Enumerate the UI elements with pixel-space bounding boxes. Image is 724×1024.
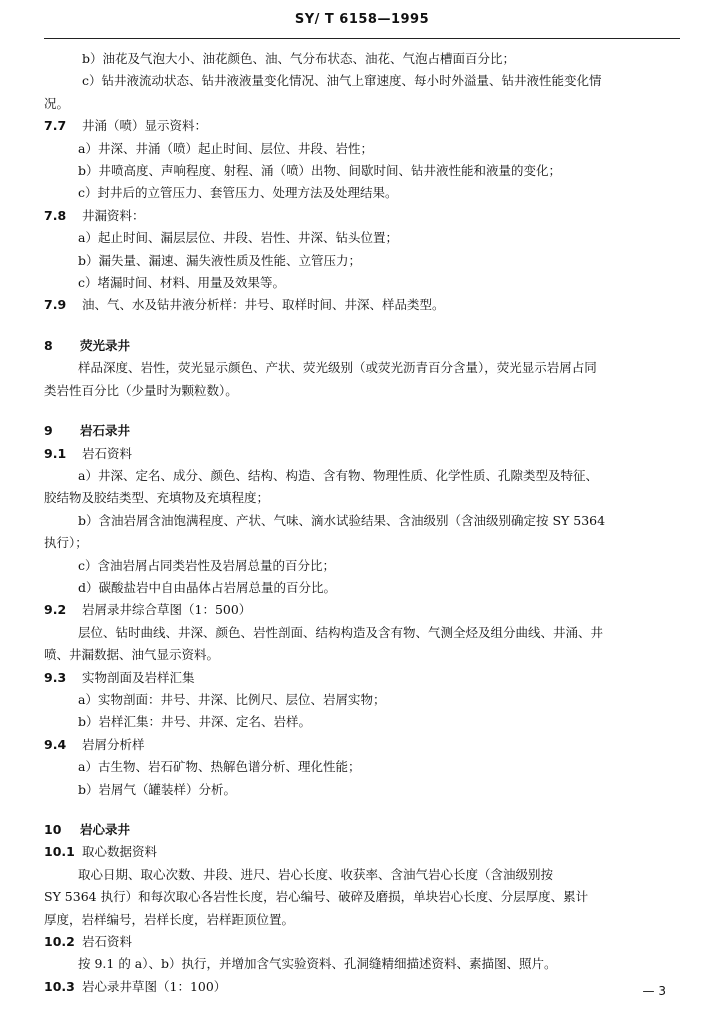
section-title: 岩石录井 [80,423,131,439]
spacer [44,402,684,410]
list-item: a）井深、定名、成分、颜色、结构、构造、含有物、物理性质、化学性质、孔隙类型及特征、 [78,467,598,483]
list-item: a）实物剖面：井号、井深、比例尺、层位、岩屑实物； [78,691,386,707]
paragraph-line: 类岩性百分比（少量时为颗粒数）。 [44,382,238,398]
paragraph-line: 厚度，岩样编号，岩样长度，岩样距顶位置。 [44,911,295,927]
section-number: 9 [44,423,53,439]
section-number: 9.3 [44,669,67,685]
section-number: 10 [44,822,62,837]
spacer [44,317,684,325]
section-10-heading [44,819,684,841]
list-item: b）井喷高度、声响程度、射程、涌（喷）出物、间歇时间、钻井液性能和液量的变化； [78,163,562,179]
section-title: 岩心录井 [80,822,131,837]
section-9-1-heading [44,443,684,465]
list-item: c）含油岩屑占同类岩性及岩屑总量的百分比； [78,557,336,573]
list-item: a）起止时间、漏层层位、井段、岩性、井深、钻头位置； [78,230,398,246]
section-9-3-heading [44,667,684,689]
section-7-7-heading [44,115,684,137]
section-number: 9.1 [44,445,67,461]
list-item: b）含油岩屑含油饱满程度、产状、气味、滴水试验结果、含油级别（含油级别确定按 SY 5364 [78,512,606,528]
paragraph-line: 喷、井漏数据、油气显示资料。 [44,647,220,663]
section-9-2-heading [44,599,684,621]
section-title: 取心数据资料 [82,844,158,860]
section-number: 7.9 [44,297,67,313]
list-item: a）井深、井涌（喷）起止时间、层位、井段、岩性； [78,140,373,156]
section-10-1-heading [44,841,684,863]
section-title: 荧光录井 [80,337,131,353]
list-item: d）碳酸盐岩中自由晶体占岩屑总量的百分比。 [78,579,337,595]
section-number: 10.2 [44,934,75,950]
list-item: b）岩屑气（罐装样）分析。 [78,781,237,797]
section-title: 岩屑录井综合草图（1：500） [82,602,252,618]
section-title: 岩石资料 [82,934,133,950]
spacer [44,801,684,809]
section-7-8-heading [44,205,684,227]
text-line: 胶结物及胶结类型、充填物及充填程度； [44,490,270,506]
list-item: c）封井后的立管压力、套管压力、处理方法及处理结果。 [78,185,398,201]
list-item: c）堵漏时间、材料、用量及效果等。 [78,275,286,291]
section-number: 10.1 [44,844,75,860]
paragraph-line: 样品深度、岩性，荧光显示颜色、产状、荧光级别（或荧光沥青百分含量），荧光显示岩屑占同 [78,360,597,376]
section-10-3-heading [44,976,684,998]
document-body [44,48,684,998]
text-line: 况。 [44,95,70,111]
section-number: 7.8 [44,207,67,223]
section-7-9-heading [44,294,684,316]
standard-code-header: SY/ T 6158—1995 [294,12,430,27]
section-10-2-heading [44,931,684,953]
section-number: 7.7 [44,118,67,134]
section-title: 实物剖面及岩样汇集 [82,669,195,685]
section-title: 岩屑分析样 [82,736,145,752]
section-title: 井涌（喷）显示资料： [82,118,208,134]
section-title: 岩石资料 [82,445,133,461]
section-title: 油、气、水及钻井液分析样：井号、取样时间、井深、样品类型。 [82,297,445,313]
section-number: 9.4 [44,736,67,752]
paragraph-line: 取心日期、取心次数、井段、进尺、岩心长度、收获率、含油气岩心长度（含油级别按 [78,866,554,882]
list-item: b）漏失量、漏速、漏失液性质及性能、立管压力； [78,252,362,268]
section-number: 8 [44,337,53,353]
section-title: 岩心录井草图（1：100） [82,978,227,994]
section-number: 10.3 [44,978,75,994]
list-item: b）岩样汇集：井号、井深、定名、岩样。 [78,714,312,730]
header-rule [44,38,680,39]
section-title: 井漏资料： [82,207,145,223]
paragraph-line: 按 9.1 的 a）、b）执行，并增加含气实验资料、孔洞缝精细描述资料、素描图、照片。 [78,956,557,972]
section-9-4-heading [44,734,684,756]
list-item: a）古生物、岩石矿物、热解色谱分析、理化性能； [78,759,361,775]
list-item: c）钻井液流动状态、钻井液液量变化情况、油气上窜速度、每小时外溢量、钻井液性能变化情 [82,73,602,89]
page-number: — 3 [642,984,666,998]
text-line: 执行）； [44,535,88,551]
section-8-heading [44,335,684,357]
paragraph-line: SY 5364 执行）和每次取心各岩性长度，岩心编号、破碎及磨损，单块岩心长度、分层厚度、累计 [44,889,589,905]
section-9-heading [44,420,684,442]
paragraph-line: 层位、钻时曲线、井深、颜色、岩性剖面、结构构造及含有物、气测全烃及组分曲线、井涌、井 [78,624,604,640]
list-item: b）油花及气泡大小、油花颜色、油、气分布状态、油花、气泡占槽面百分比； [82,51,516,66]
section-number: 9.2 [44,602,67,618]
